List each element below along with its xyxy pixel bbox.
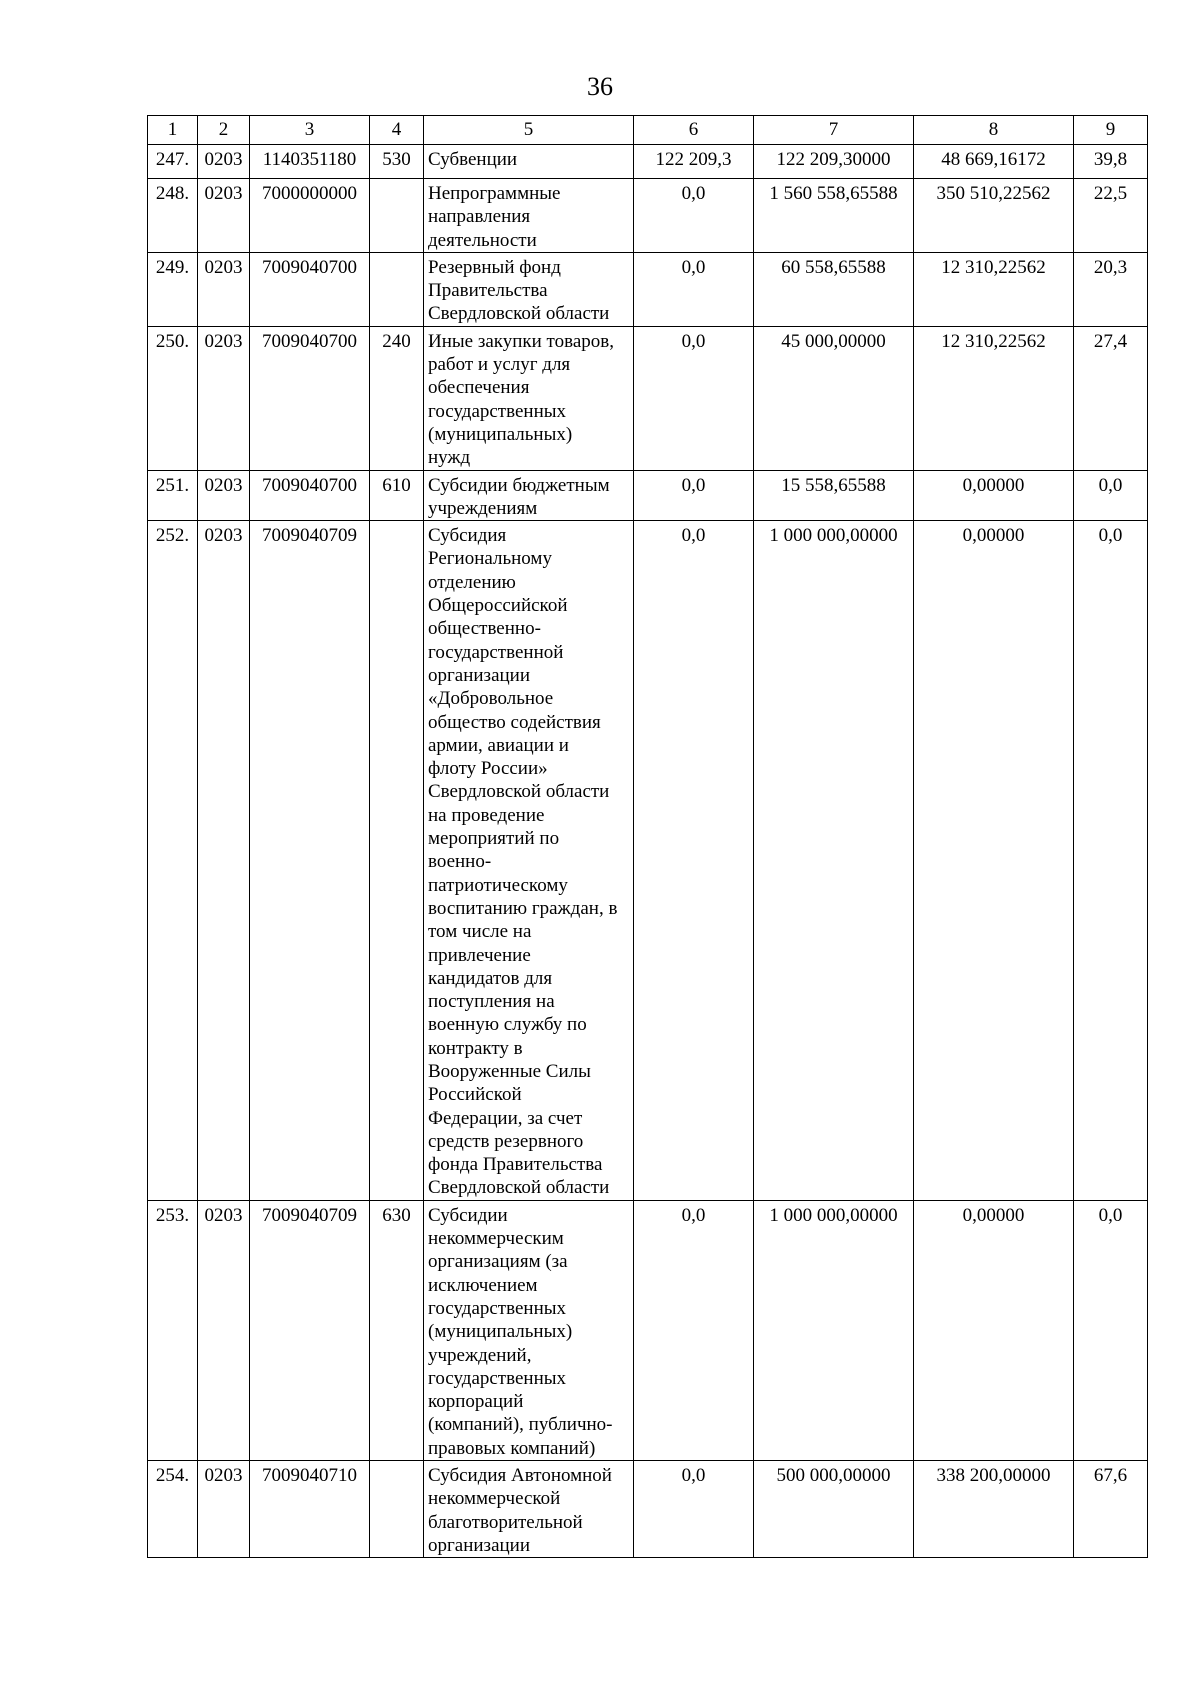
header-cell-5: 5 [424, 116, 634, 145]
approved-amount-cell: 0,0 [634, 1200, 754, 1460]
name-line: военно- [428, 851, 492, 873]
expense-type-cell [370, 252, 424, 326]
name-line: Региональному [428, 548, 552, 570]
executed-amount-cell: 12 310,22562 [914, 252, 1074, 326]
row-number-cell: 253. [148, 1200, 198, 1460]
refined-amount-cell: 1 000 000,00000 [754, 521, 914, 1201]
name-line: на проведение [428, 804, 545, 826]
expense-type-cell: 530 [370, 145, 424, 179]
execution-percent-cell: 0,0 [1074, 470, 1148, 521]
table-row [148, 252, 1148, 326]
name-line: некоммерческим [428, 1228, 564, 1250]
name-line: нужд [428, 447, 471, 469]
name-line: патриотическому [428, 874, 568, 896]
target-code-cell: 7009040710 [250, 1461, 370, 1558]
name-line: флоту России» [428, 758, 548, 780]
name-line: направления [428, 206, 531, 228]
execution-percent-cell: 27,4 [1074, 326, 1148, 470]
budget-table [147, 115, 1148, 1558]
row-number-cell: 248. [148, 179, 198, 253]
name-line: привлечение [428, 944, 531, 966]
executed-amount-cell: 0,00000 [914, 470, 1074, 521]
name-line: благотворительной [428, 1511, 583, 1533]
execution-percent-cell: 20,3 [1074, 252, 1148, 326]
target-code-cell: 7009040700 [250, 470, 370, 521]
refined-amount-cell: 500 000,00000 [754, 1461, 914, 1558]
name-line: организации [428, 1534, 531, 1556]
name-line: контракту в [428, 1037, 523, 1059]
target-code-cell: 1140351180 [250, 145, 370, 179]
approved-amount-cell: 0,0 [634, 470, 754, 521]
name-line: Свердловской области [428, 303, 610, 325]
name-line: поступления на [428, 991, 555, 1013]
name-line: Общероссийской [428, 595, 568, 617]
approved-amount-cell: 0,0 [634, 326, 754, 470]
name-line: кандидатов для [428, 967, 553, 989]
name-line: государственных [428, 400, 567, 422]
executed-amount-cell: 48 669,16172 [914, 145, 1074, 179]
row-number-cell: 254. [148, 1461, 198, 1558]
name-line: Непрограммные [428, 183, 561, 204]
name-line: организации [428, 664, 531, 686]
row-number-cell: 252. [148, 521, 198, 1201]
execution-percent-cell: 67,6 [1074, 1461, 1148, 1558]
execution-percent-cell: 22,5 [1074, 179, 1148, 253]
table-row [148, 1200, 1148, 1460]
name-cell [424, 521, 634, 1201]
table-row [148, 179, 1148, 253]
name-line: Российской [428, 1084, 522, 1106]
name-line: Свердловской области [428, 781, 610, 803]
refined-amount-cell: 1 000 000,00000 [754, 1200, 914, 1460]
executed-amount-cell: 12 310,22562 [914, 326, 1074, 470]
header-cell-2: 2 [198, 116, 250, 145]
row-number-cell: 247. [148, 145, 198, 179]
header-cell-6: 6 [634, 116, 754, 145]
header-cell-1: 1 [148, 116, 198, 145]
name-line: (компаний), публично- [428, 1414, 613, 1436]
table-row [148, 521, 1148, 1201]
row-number-cell: 251. [148, 470, 198, 521]
name-cell [424, 326, 634, 470]
name-line: армии, авиации и [428, 734, 569, 756]
name-line: работ и услуг для [428, 354, 571, 376]
row-number-cell: 250. [148, 326, 198, 470]
approved-amount-cell: 0,0 [634, 521, 754, 1201]
name-line: Правительства [428, 280, 548, 302]
name-line: деятельности [428, 229, 537, 251]
name-line: фонда Правительства [428, 1154, 603, 1176]
header-row [148, 116, 1148, 145]
target-code-cell: 7009040709 [250, 521, 370, 1201]
approved-amount-cell: 0,0 [634, 1461, 754, 1558]
name-line: Резервный фонд [428, 256, 561, 278]
header-cell-7: 7 [754, 116, 914, 145]
name-line: корпораций [428, 1391, 524, 1413]
table-header [148, 116, 1148, 145]
target-code-cell: 7009040700 [250, 326, 370, 470]
name-line: Субсидии [428, 1204, 508, 1226]
name-line: Вооруженные Силы [428, 1060, 591, 1082]
name-line: учреждениям [428, 497, 538, 519]
expense-type-cell: 630 [370, 1200, 424, 1460]
table-row [148, 470, 1148, 521]
refined-amount-cell: 60 558,65588 [754, 252, 914, 326]
header-cell-9: 9 [1074, 116, 1148, 145]
name-line: воспитанию граждан, в [428, 897, 618, 919]
header-cell-4: 4 [370, 116, 424, 145]
name-line: Федерации, за счет [428, 1107, 583, 1129]
name-line: государственных [428, 1297, 567, 1319]
section-code-cell: 0203 [198, 179, 250, 253]
name-cell [424, 470, 634, 521]
expense-type-cell [370, 179, 424, 253]
name-line: некоммерческой [428, 1488, 561, 1510]
executed-amount-cell: 338 200,00000 [914, 1461, 1074, 1558]
page-number: 36 [587, 72, 613, 101]
refined-amount-cell: 45 000,00000 [754, 326, 914, 470]
name-line: учреждений, [428, 1344, 532, 1366]
table-row [148, 1461, 1148, 1558]
section-code-cell: 0203 [198, 521, 250, 1201]
header-cell-8: 8 [914, 116, 1074, 145]
table-row [148, 326, 1148, 470]
target-code-cell: 7009040700 [250, 252, 370, 326]
name-line: Свердловской области [428, 1177, 610, 1199]
name-line: исключением [428, 1274, 538, 1296]
name-line: военную службу по [428, 1014, 587, 1036]
section-code-cell: 0203 [198, 1461, 250, 1558]
name-line: Субвенции [428, 149, 518, 170]
name-line: Субсидия Автономной [428, 1465, 612, 1487]
expense-type-cell [370, 521, 424, 1201]
refined-amount-cell: 122 209,30000 [754, 145, 914, 179]
approved-amount-cell: 0,0 [634, 252, 754, 326]
expense-type-cell: 610 [370, 470, 424, 521]
executed-amount-cell: 350 510,22562 [914, 179, 1074, 253]
section-code-cell: 0203 [198, 1200, 250, 1460]
target-code-cell: 7000000000 [250, 179, 370, 253]
name-line: отделению [428, 571, 516, 593]
name-line: организациям (за [428, 1251, 568, 1273]
name-line: (муниципальных) [428, 1321, 573, 1343]
section-code-cell: 0203 [198, 252, 250, 326]
name-line: (муниципальных) [428, 423, 573, 445]
executed-amount-cell: 0,00000 [914, 1200, 1074, 1460]
name-line: общество содействия [428, 711, 601, 733]
name-line: общественно- [428, 618, 541, 640]
name-line: правовых компаний) [428, 1437, 596, 1459]
name-line: Субсидия [428, 525, 507, 547]
table-row [148, 145, 1148, 179]
section-code-cell: 0203 [198, 470, 250, 521]
name-line: Субсидии бюджетным [428, 474, 610, 496]
name-cell [424, 145, 634, 179]
executed-amount-cell: 0,00000 [914, 521, 1074, 1201]
name-line: том числе на [428, 921, 532, 943]
name-line: Иные закупки товаров, [428, 330, 614, 352]
name-line: «Добровольное [428, 688, 554, 710]
name-cell [424, 1200, 634, 1460]
execution-percent-cell: 0,0 [1074, 1200, 1148, 1460]
name-line: обеспечения [428, 377, 530, 399]
approved-amount-cell: 122 209,3 [634, 145, 754, 179]
expense-type-cell [370, 1461, 424, 1558]
execution-percent-cell: 39,8 [1074, 145, 1148, 179]
execution-percent-cell: 0,0 [1074, 521, 1148, 1201]
section-code-cell: 0203 [198, 145, 250, 179]
section-code-cell: 0203 [198, 326, 250, 470]
name-cell [424, 179, 634, 253]
name-line: средств резервного [428, 1130, 584, 1152]
name-cell [424, 1461, 634, 1558]
refined-amount-cell: 15 558,65588 [754, 470, 914, 521]
name-cell [424, 252, 634, 326]
table-body [148, 145, 1148, 1558]
row-number-cell: 249. [148, 252, 198, 326]
refined-amount-cell: 1 560 558,65588 [754, 179, 914, 253]
name-line: мероприятий по [428, 828, 560, 850]
name-line: государственных [428, 1367, 567, 1389]
target-code-cell: 7009040709 [250, 1200, 370, 1460]
expense-type-cell: 240 [370, 326, 424, 470]
header-cell-3: 3 [250, 116, 370, 145]
approved-amount-cell: 0,0 [634, 179, 754, 253]
name-line: государственной [428, 641, 564, 663]
